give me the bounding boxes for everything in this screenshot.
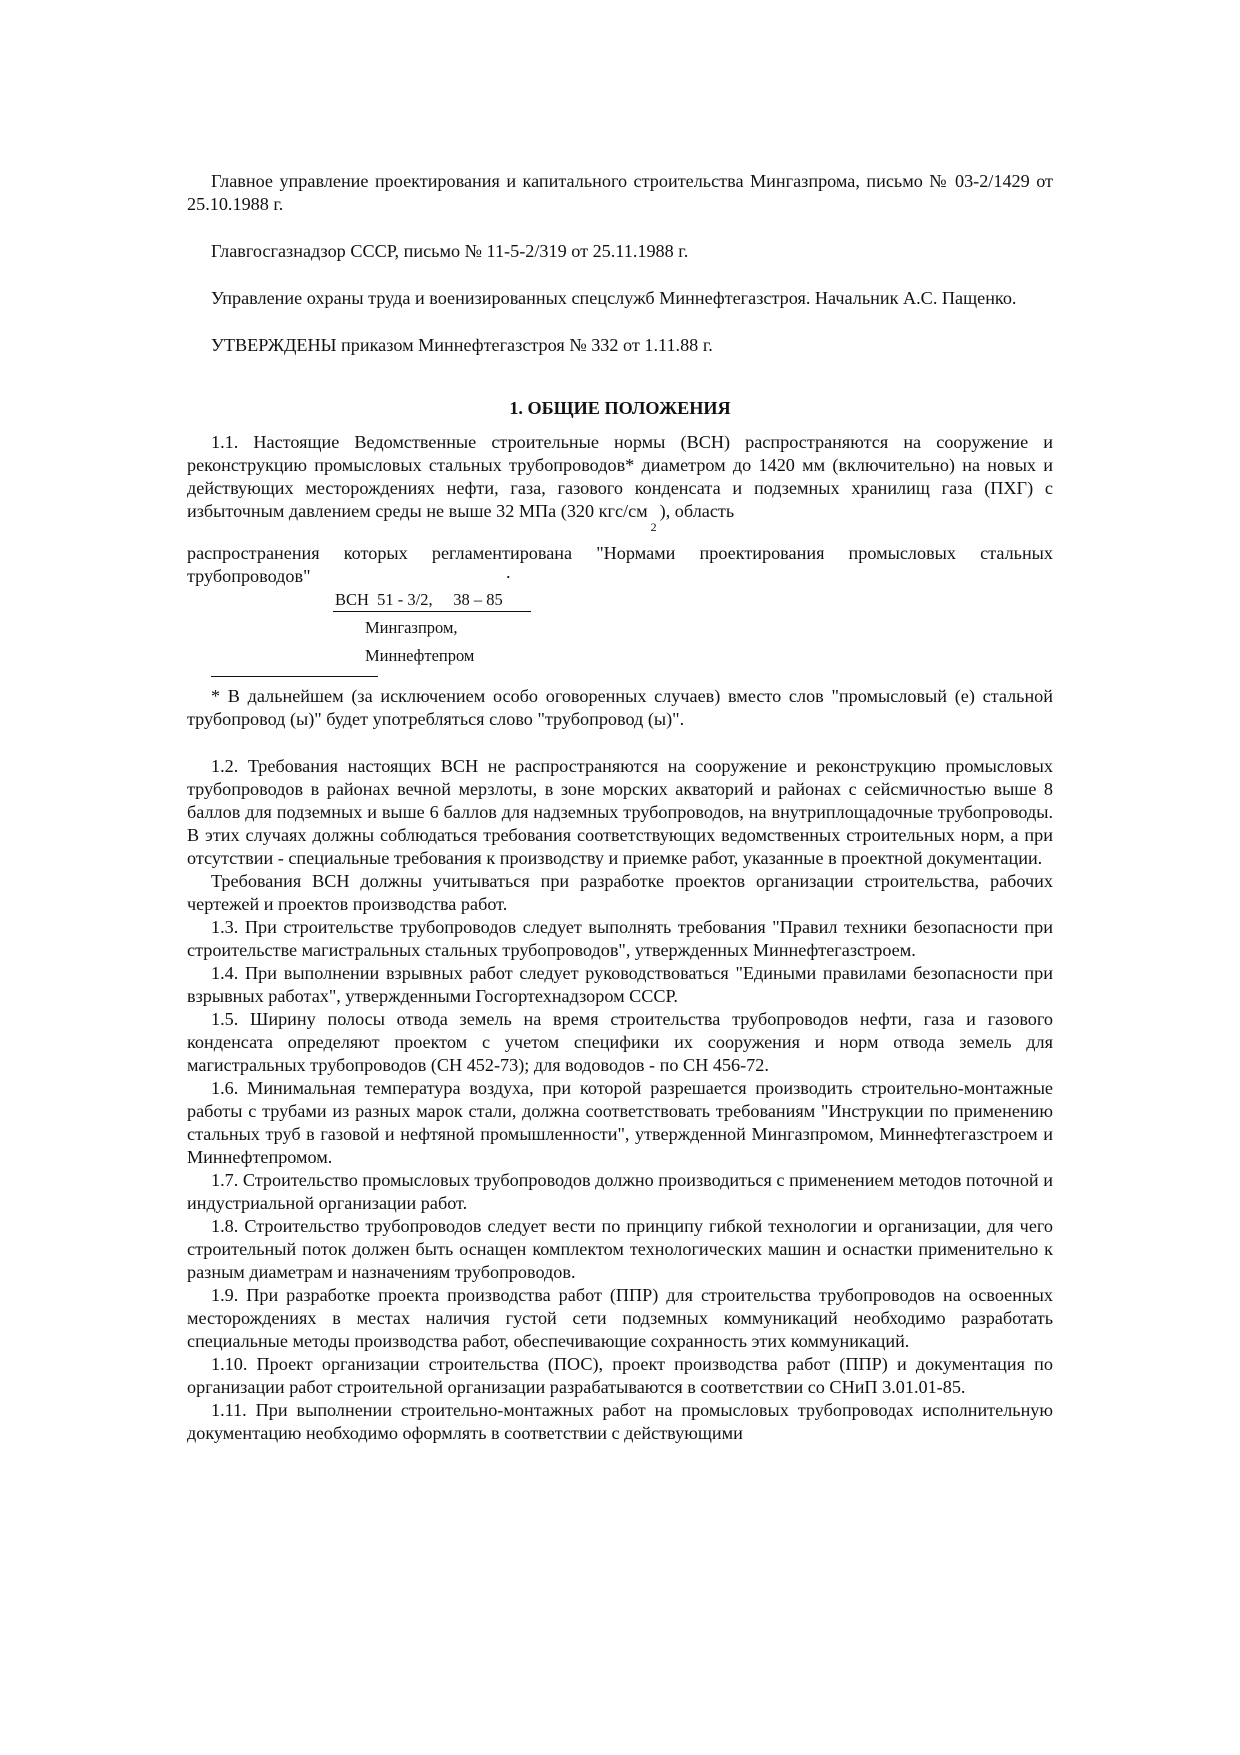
paragraph-1-9: 1.9. При разработке проекта производства работ (ППР) для строительства трубопроводов на освоенных месторождениях в местах наличия густой сети подземных коммуникаций необходимо разработать специальные методы производства работ, обеспечивающие сохранность этих коммуникаций. xyxy=(187,1285,1053,1351)
paragraph-1-2: 1.2. Требования настоящих ВСН не распространяются на сооружение и реконструкцию промысловых трубопроводов в районах вечной мерзлоты, в зоне морских акваторий и районах с сейсмичностью выше 8 баллов для подземных и выше 6 баллов для надземных трубопроводов, на внутриплощадочные трубопроводы. В этих случаях должны соблюдаться требования соответствующих ведомственных строительных норм, а при отсутствии - специальные требования к производству и приемке работ, указанные в проектной документации. xyxy=(187,756,1053,868)
superscript-2: 2 xyxy=(650,520,657,534)
paragraph-1-5: 1.5. Ширину полосы отвода земель на время строительства трубопроводов нефти, газа и газового конденсата определяют проектом с учетом специфики их сооружения и норм отвода земель для магистральных трубопроводов (СН 452-73); для водоводов - по СН 456-72. xyxy=(187,1009,1053,1075)
vsn-ministry-1: Мингазпром, xyxy=(365,618,458,637)
header-line-labor-protection: Управление охраны труда и военизированных спецслужб Миннефтегазстроя. Начальник А.С. Пащенко. xyxy=(211,288,1017,308)
paragraph-1-10: 1.10. Проект организации строительства (ПОС), проект производства работ (ППР) и документация по организации работ строительной организации разрабатываются в соответствии со СНиП 3.01.01-85. xyxy=(187,1354,1053,1397)
paragraph-1-1-text: 1.1. Настоящие Ведомственные строительные нормы (ВСН) распространяются на сооружение и реконструкцию промысловых стальных трубопроводов* диаметром до 1420 мм (включительно) на новых и действующих месторождениях нефти, газа, газового конденсата и подземных хранилищ газа (ПХГ) с избыточным давлением среды не выше 32 МПа (320 кгс/см xyxy=(187,432,1053,521)
vsn-code: ВСН 51 - 3/2, 38 – 85 xyxy=(333,588,531,612)
paragraph-1-1-end-mark: . xyxy=(506,562,511,582)
header-line-approved-order: УТВЕРЖДЕНЫ приказом Миннефтегазстроя № 332 от 1.11.88 г. xyxy=(211,335,713,355)
section-title: 1. ОБЩИЕ ПОЛОЖЕНИЯ xyxy=(509,398,731,418)
paragraph-1-7: 1.7. Строительство промысловых трубопроводов должно производиться с применением методов поточной и индустриальной организации работ. xyxy=(187,1170,1053,1213)
paragraph-1-2-requirements: Требования ВСН должны учитываться при разработке проектов организации строительства, рабочих чертежей и проектов производства работ. xyxy=(187,871,1053,914)
footnote-separator xyxy=(211,676,378,677)
paragraph-1-1-continuation-text: распространения которых регламентирована "Нормами проектирования промысловых стальных трубопроводов" xyxy=(187,543,1053,586)
paragraph-1-4: 1.4. При выполнении взрывных работ следует руководствоваться "Едиными правилами безопасности при взрывных работах", утвержденными Госгортехнадзором СССР. xyxy=(187,963,1053,1006)
header-line-glavgosgaznadzor: Главгосгазнадзор СССР, письмо № 11-5-2/319 от 25.11.1988 г. xyxy=(211,241,689,261)
paragraph-1-6: 1.6. Минимальная температура воздуха, при которой разрешается производить строительно-монтажные работы с трубами из разных марок стали, должна соответствовать требованиям "Инструкции по применению стальных труб в газовой и нефтяной промышленности", утвержденной Мингазпромом, Миннефтегазстроем и Миннефтепромом. xyxy=(187,1078,1053,1167)
vsn-reference xyxy=(333,588,1053,674)
paragraph-1-1 xyxy=(187,431,1053,534)
paragraph-1-1-continuation xyxy=(187,542,1053,588)
paragraph-1-3: 1.3. При строительстве трубопроводов следует выполнять требования "Правил техники безопасности при строительстве магистральных стальных трубопроводов", утвержденных Миннефтегазстроем. xyxy=(187,917,1053,960)
paragraph-1-11: 1.11. При выполнении строительно-монтажных работ на промысловых трубопроводах исполнительную документацию необходимо оформлять в соответствии с действующими xyxy=(187,1400,1053,1443)
header-line-approval-mingazprom: Главное управление проектирования и капитального строительства Мингазпрома, письмо № 03-2/1429 от 25.10.1988 г. xyxy=(187,171,1053,214)
vsn-ministry-2: Миннефтепром xyxy=(365,646,475,665)
document-page xyxy=(187,170,1053,1445)
paragraph-1-8: 1.8. Строительство трубопроводов следует вести по принципу гибкой технологии и организации, для чего строительный поток должен быть оснащен комплектом технологических машин и оснастки применительно к разным диаметрам и назначениям трубопроводов. xyxy=(187,1216,1053,1282)
footnote: * В дальнейшем (за исключением особо оговоренных случаев) вместо слов "промысловый (е) стальной трубопровод (ы)" будет употребляться слово "трубопровод (ы)". xyxy=(187,686,1053,729)
paragraph-1-1-tail: ), область xyxy=(659,501,735,521)
